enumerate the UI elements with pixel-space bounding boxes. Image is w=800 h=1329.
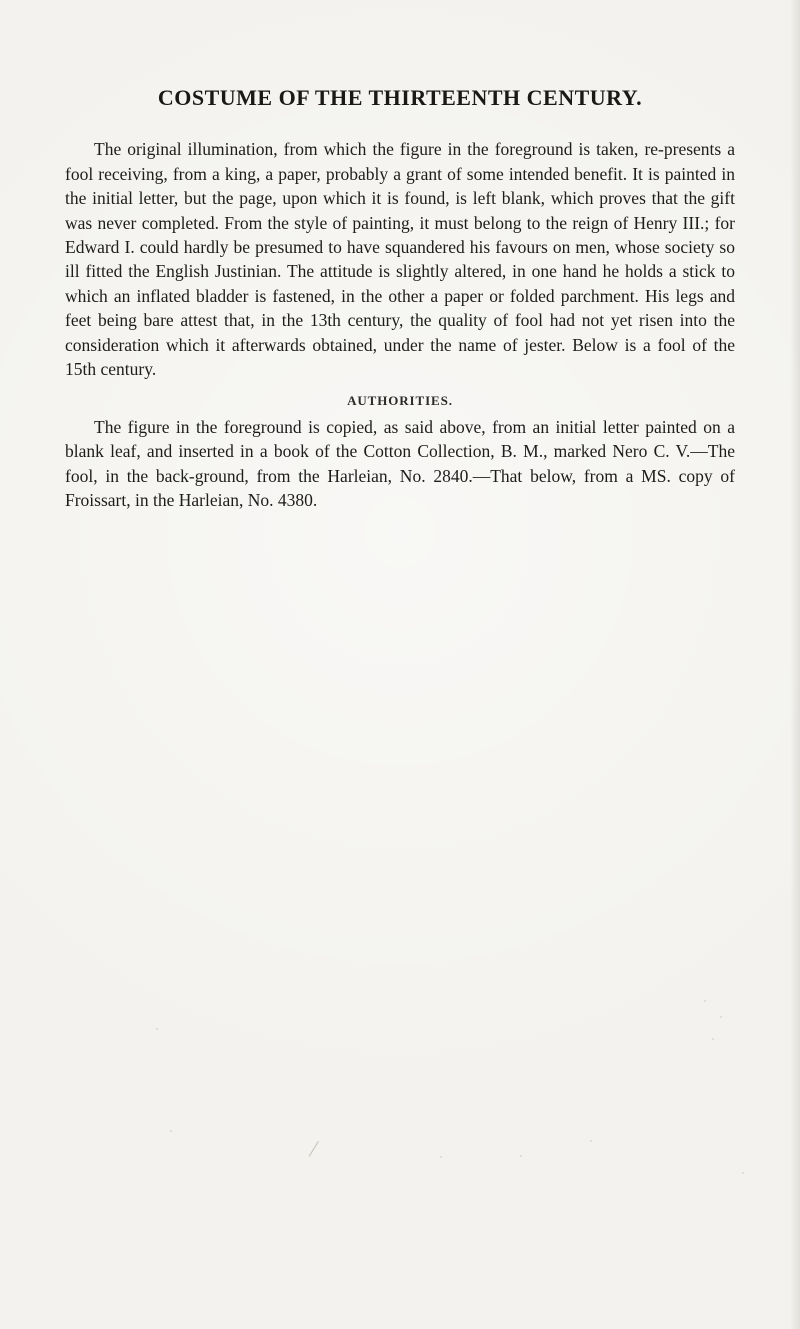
authorities-paragraph: The figure in the foreground is copied, as said above, from an initial letter painted on a blank leaf, and inserted in a book of the Cotton Collection, B. M., marked Nero C. V.—The fool, in the back-ground, from the Harleian, No. 2840.—That below, from a MS. copy of Froissart, in the Harleian, No. 4380. (65, 417, 735, 511)
pencil-mark (309, 1141, 319, 1157)
body-paragraph: The original illumination, from which the figure in the foreground is taken, re-presents a fool receiving, from a king, a paper, probably a grant of some intended benefit. It is painted in the initial letter, but the page, upon which it is found, is left blank, which proves that the gift was never completed. From the style of painting, it must belong to the reign of Henry III.; for Edward I. could hardly be presumed to have squandered his favours on men, whose society so ill fitted the English Justinian. The attitude is slightly altered, in one hand he holds a stick to which an inflated bladder is fastened, in the other a paper or folded parchment. His legs and feet being bare attest that, in the 13th century, the quality of fool had not yet risen into the consideration which it afterwards obtained, under the name of jester. Below is a fool of the 15th century. (65, 139, 735, 380)
paper-speck (712, 1038, 714, 1040)
authorities-heading: AUTHORITIES. (347, 393, 453, 409)
paper-speck (170, 1130, 172, 1132)
paper-speck (590, 1140, 592, 1142)
paper-speck (520, 1155, 522, 1157)
page-content (65, 85, 735, 513)
paper-speck (440, 1156, 442, 1158)
paper-speck (742, 1172, 744, 1174)
page-title: COSTUME OF THE THIRTEENTH CENTURY. (157, 85, 643, 110)
paper-speck (704, 1000, 706, 1002)
paper-speck (720, 1016, 722, 1018)
page-edge-shadow (790, 0, 800, 1329)
paper-speck (156, 1028, 158, 1030)
